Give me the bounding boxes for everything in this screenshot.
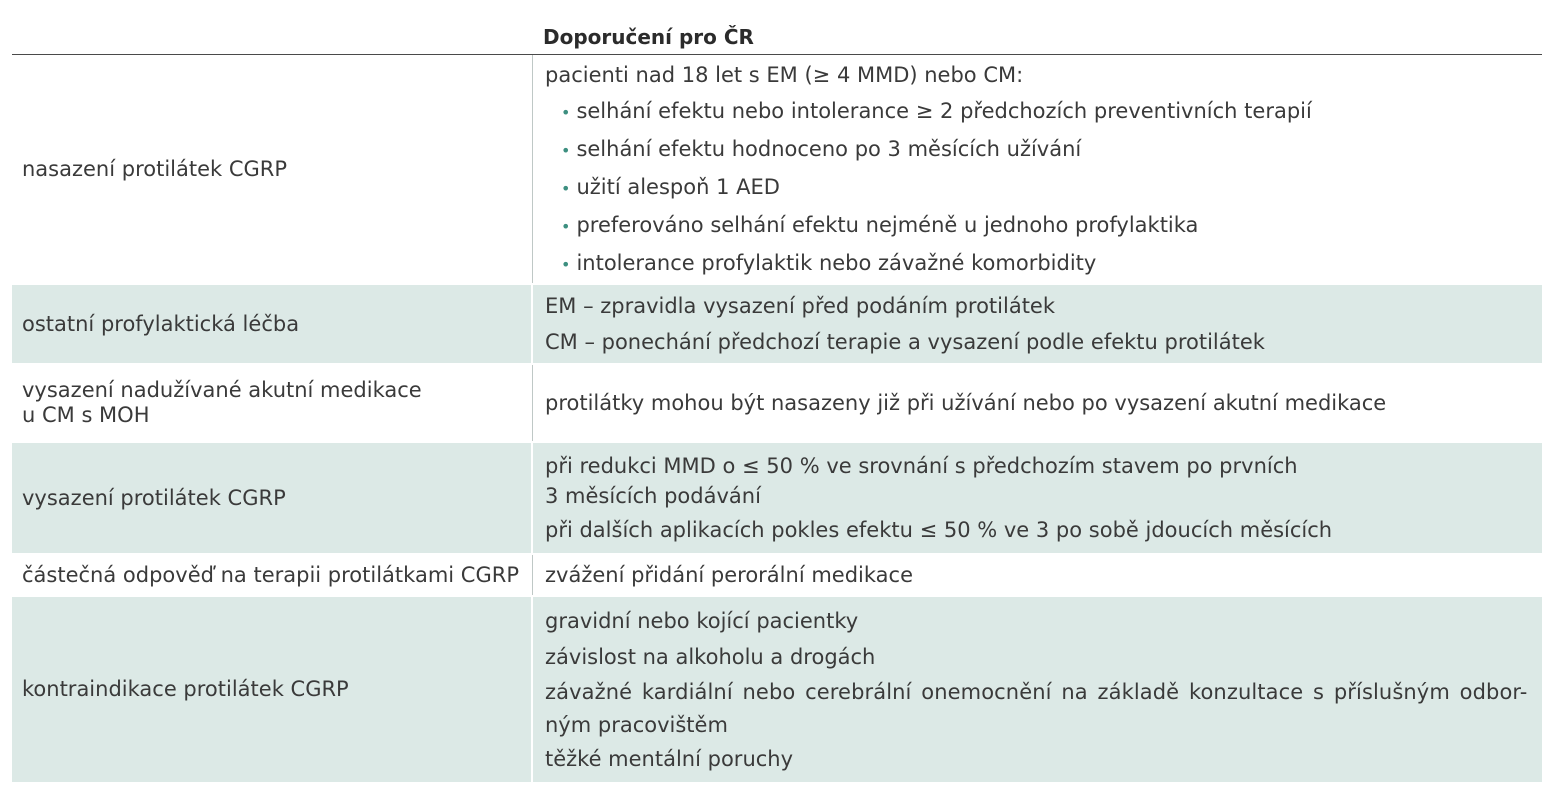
content-line: pacienti nad 18 let s EM (≥ 4 MMD) nebo CM:	[545, 63, 1024, 87]
row-label: kontraindikace protilátek CGRP	[12, 597, 533, 782]
row-content	[533, 443, 1542, 553]
list-item	[545, 93, 1530, 131]
table-row	[12, 55, 1542, 285]
content-line: protilátky mohou být nasazeny již při užívání nebo po vysazení akutní medikace	[545, 391, 1387, 415]
row-label	[12, 365, 533, 441]
content-line: ným pracovištěm	[545, 712, 728, 737]
bullet-icon: •	[561, 141, 571, 160]
recommendations-table	[12, 22, 1542, 784]
row-label-line: u CM s MOH	[22, 403, 150, 427]
table-header	[12, 22, 1542, 55]
content-line: závislost na alkoholu a drogách	[545, 644, 876, 669]
bullet-icon: •	[561, 179, 571, 198]
bullet-icon: •	[561, 103, 571, 122]
row-label: vysazení protilátek CGRP	[12, 443, 533, 553]
table-row	[12, 555, 1542, 597]
table-row	[12, 285, 1542, 365]
header-col2: Doporučení pro ČR	[543, 25, 754, 49]
list-item-text: selhání efektu nebo intolerance ≥ 2 předchozích preventivních terapií	[576, 99, 1312, 123]
row-content	[533, 555, 1542, 595]
content-line: zvážení přidání perorální medikace	[545, 563, 913, 587]
bullet-icon: •	[561, 217, 571, 236]
row-content	[533, 55, 1542, 283]
list-item-text: selhání efektu hodnoceno po 3 měsících užívání	[576, 137, 1082, 161]
list-item	[545, 131, 1530, 169]
row-content	[533, 365, 1542, 441]
list-item-text: preferováno selhání efektu nejméně u jednoho profylaktika	[576, 213, 1199, 237]
content-line: závažné kardiální nebo cerebrální onemocnění na základě konzultace s příslušným odbor-	[545, 679, 1528, 704]
list-item	[545, 207, 1530, 245]
content-line: při redukci MMD o ≤ 50 % ve srovnání s předchozím stavem po prvních	[545, 454, 1298, 478]
list-item-text: intolerance profylaktik nebo závažné komorbidity	[576, 251, 1097, 275]
list-item	[545, 245, 1530, 283]
table-row	[12, 443, 1542, 555]
table-row	[12, 597, 1542, 784]
content-line: CM – ponechání předchozí terapie a vysazení podle efektu protilátek	[545, 330, 1265, 354]
row-label: částečná odpověď na terapii protilátkami CGRP	[12, 555, 533, 595]
content-line: EM – zpravidla vysazení před podáním protilátek	[545, 294, 1056, 318]
list-item	[545, 169, 1530, 207]
row-content	[533, 597, 1542, 782]
row-label-line: vysazení nadužívané akutní medikace	[22, 378, 422, 402]
row-label: ostatní profylaktická léčba	[12, 285, 533, 363]
content-line: při dalších aplikacích pokles efektu ≤ 50 % ve 3 po sobě jdoucích měsících	[545, 518, 1333, 542]
content-line: těžké mentální poruchy	[545, 746, 794, 771]
row-label: nasazení protilátek CGRP	[12, 55, 533, 283]
list-item-text: užití alespoň 1 AED	[576, 175, 780, 199]
bullet-icon: •	[561, 255, 571, 274]
row-content	[533, 285, 1542, 363]
content-line: 3 měsících podávání	[545, 484, 761, 508]
content-line: gravidní nebo kojící pacientky	[545, 608, 859, 633]
table-row	[12, 365, 1542, 443]
